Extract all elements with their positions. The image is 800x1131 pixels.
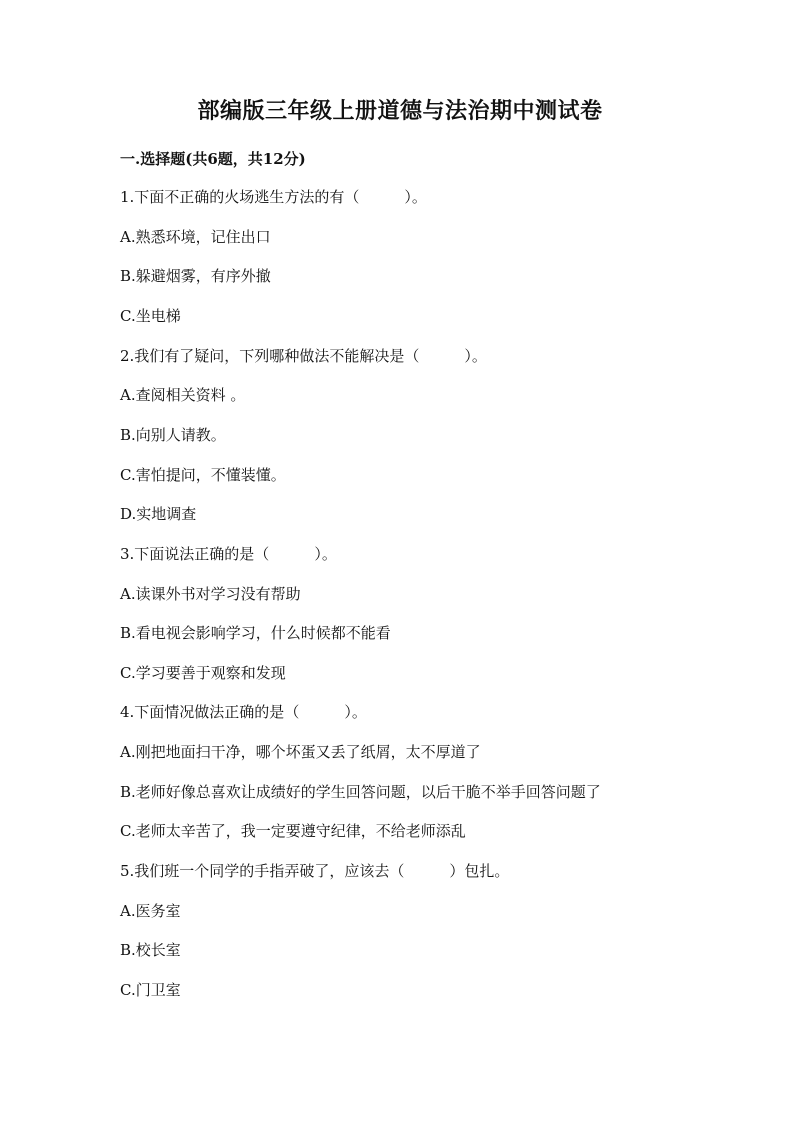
question-5-option-a: A.医务室 bbox=[120, 902, 181, 920]
question-5-stem: 5.我们班一个同学的手指弄破了，应该去（ ）包扎。 bbox=[120, 862, 510, 880]
page-title: 部编版三年级上册道德与法治期中测试卷 bbox=[197, 98, 603, 124]
question-3-option-a: A.读课外书对学习没有帮助 bbox=[120, 585, 301, 603]
question-4-option-b: B.老师好像总喜欢让成绩好的学生回答问题，以后干脆不举手回答问题了 bbox=[120, 783, 601, 801]
question-2-option-b: B.向别人请教。 bbox=[120, 426, 226, 444]
question-3-stem: 3.下面说法正确的是（ ）。 bbox=[120, 545, 337, 563]
question-1-stem: 1.下面不正确的火场逃生方法的有（ ）。 bbox=[120, 188, 427, 206]
question-2-option-a: A.查阅相关资料 。 bbox=[120, 386, 246, 404]
question-2-option-c: C.害怕提问，不懂装懂。 bbox=[120, 466, 286, 484]
question-4-option-c: C.老师太辛苦了，我一定要遵守纪律，不给老师添乱 bbox=[120, 822, 466, 840]
question-4-option-a: A.刚把地面扫干净，哪个坏蛋又丢了纸屑，太不厚道了 bbox=[120, 743, 481, 761]
question-5-option-c: C.门卫室 bbox=[120, 981, 181, 999]
question-1-option-c: C.坐电梯 bbox=[120, 307, 181, 325]
question-2-stem: 2.我们有了疑问，下列哪种做法不能解决是（ ）。 bbox=[120, 347, 487, 365]
question-5-option-b: B.校长室 bbox=[120, 941, 181, 959]
section-heading: 一.选择题(共6题，共12分) bbox=[120, 150, 306, 168]
question-2-option-d: D.实地调查 bbox=[120, 505, 197, 523]
question-1-option-a: A.熟悉环境，记住出口 bbox=[120, 228, 271, 246]
question-4-stem: 4.下面情况做法正确的是（ ）。 bbox=[120, 703, 367, 721]
question-1-option-b: B.躲避烟雾，有序外撤 bbox=[120, 267, 271, 285]
question-3-option-b: B.看电视会影响学习，什么时候都不能看 bbox=[120, 624, 391, 642]
question-3-option-c: C.学习要善于观察和发现 bbox=[120, 664, 286, 682]
